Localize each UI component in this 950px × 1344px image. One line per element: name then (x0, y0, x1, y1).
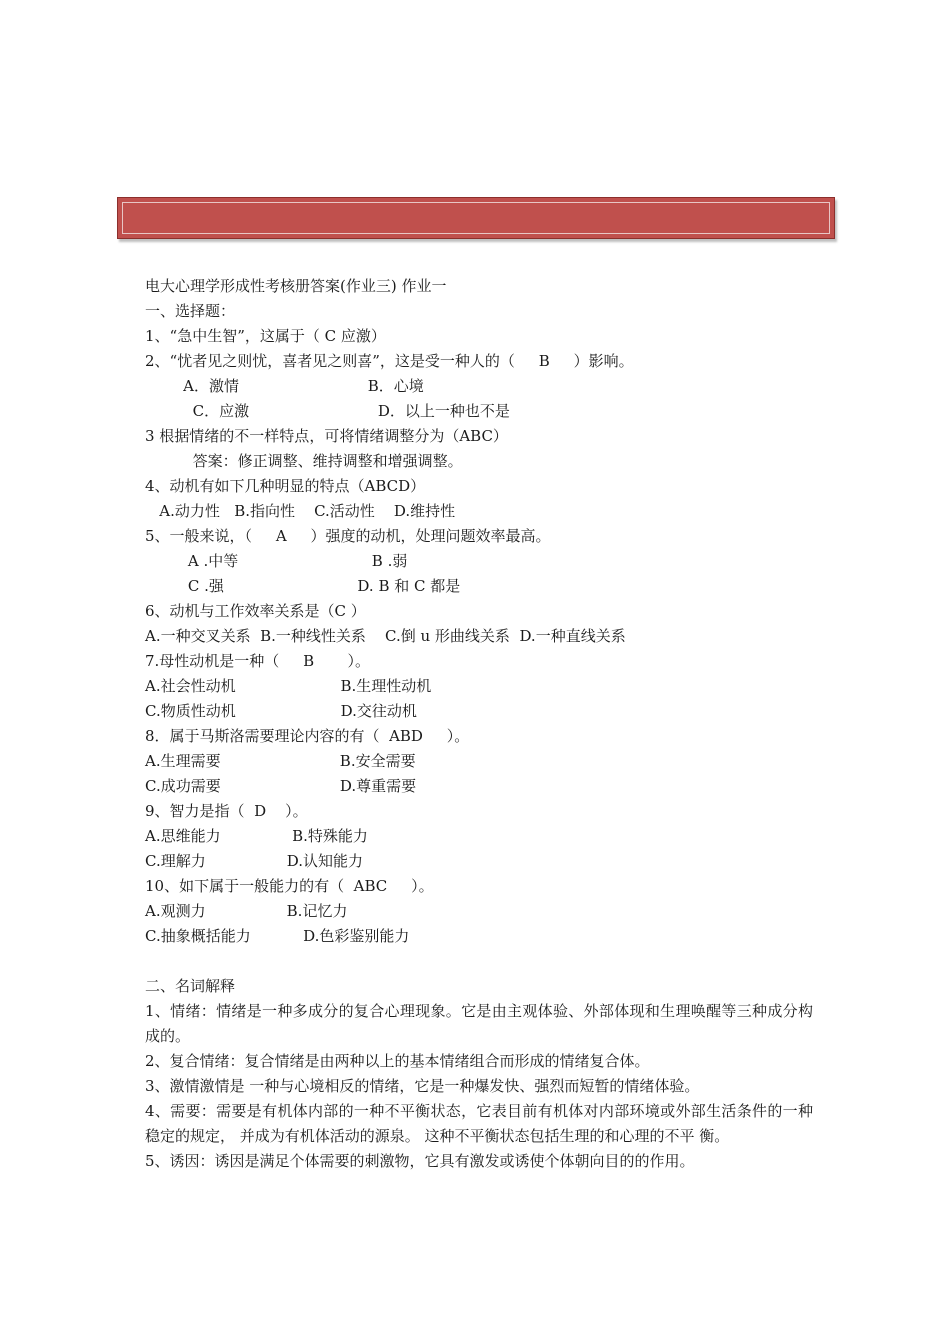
question-line: 4、动机有如下几种明显的特点（ABCD） (145, 477, 426, 495)
header-banner (117, 197, 835, 239)
question-line: 3 根据情绪的不一样特点，可将情绪调整分为（ABC） (145, 427, 508, 445)
option-line: C .强 D. B 和 C 都是 (145, 577, 461, 595)
question-line: 10、如下属于一般能力的有（ ABC ）。 (145, 877, 434, 895)
question-line: 9、智力是指（ D ）。 (145, 802, 308, 820)
document-body (145, 274, 813, 1174)
question-line: 5、一般来说，（ A ）强度的动机，处理问题效率最高。 (145, 527, 551, 545)
question-line: 8．属于马斯洛需要理论内容的有（ ABD ）。 (145, 727, 470, 745)
option-line: A.一种交叉关系 B.一种线性关系 C.倒 u 形曲线关系 D.一种直线关系 (145, 627, 626, 645)
option-line: A.观测力 B.记忆力 (145, 902, 348, 920)
option-line: C.抽象概括能力 D.色彩鉴别能力 (145, 927, 410, 945)
definition-paragraph: 1、情绪：情绪是一种多成分的复合心理现象。它是由主观体验、外部体现和生理唤醒等三种成分构成的。 (145, 1002, 813, 1045)
definition-paragraph: 2、复合情绪：复合情绪是由两种以上的基本情绪组合而形成的情绪复合体。 (145, 1052, 650, 1070)
banner-inner-border (122, 202, 830, 234)
option-line: C.成功需要 D.尊重需要 (145, 777, 417, 795)
section-heading-choice: 一、选择题： (145, 302, 236, 320)
option-line: C.物质性动机 D.交往动机 (145, 702, 417, 720)
option-line: A．激情 B．心境 (145, 377, 424, 395)
option-line: A.动力性 B.指向性 C.活动性 D.维持性 (145, 502, 456, 520)
option-line: A.思维能力 B.特殊能力 (145, 827, 368, 845)
option-line: A.生理需要 B.安全需要 (145, 752, 416, 770)
question-line: 6、动机与工作效率关系是（C ） (145, 602, 366, 620)
question-line: 1、“急中生智”，这属于（ C 应激） (145, 327, 386, 345)
question-line: 2、“忧者见之则忧，喜者见之则喜”，这是受一种人的（ B ）影响。 (145, 352, 634, 370)
section-heading-terms: 二、名词解释 (145, 977, 236, 995)
option-line: A.社会性动机 B.生理性动机 (145, 677, 432, 695)
option-line: C．应激 D．以上一种也不是 (145, 402, 510, 420)
option-line: A .中等 B .弱 (145, 552, 408, 570)
answer-line: 答案：修正调整、维持调整和增强调整。 (145, 452, 463, 470)
document-title: 电大心理学形成性考核册答案(作业三) 作业一 (145, 277, 447, 295)
question-line: 7.母性动机是一种（ B ）。 (145, 652, 371, 670)
blank-line (145, 949, 813, 974)
definition-paragraph: 3、激情激情是 一种与心境相反的情绪，它是一种爆发快、强烈而短暂的情绪体验。 (145, 1077, 700, 1095)
option-line: C.理解力 D.认知能力 (145, 852, 364, 870)
definition-paragraph: 4、需要：需要是有机体内部的一种不平衡状态，它表目前有机体对内部环境或外部生活条件的一种稳定的规定， 并成为有机体活动的源泉。 这种不平衡状态包括生理的和心理的不平 衡。 (145, 1102, 813, 1145)
definition-paragraph: 5、诱因：诱因是满足个体需要的刺激物，它具有激发或诱使个体朝向目的的作用。 (145, 1152, 695, 1170)
